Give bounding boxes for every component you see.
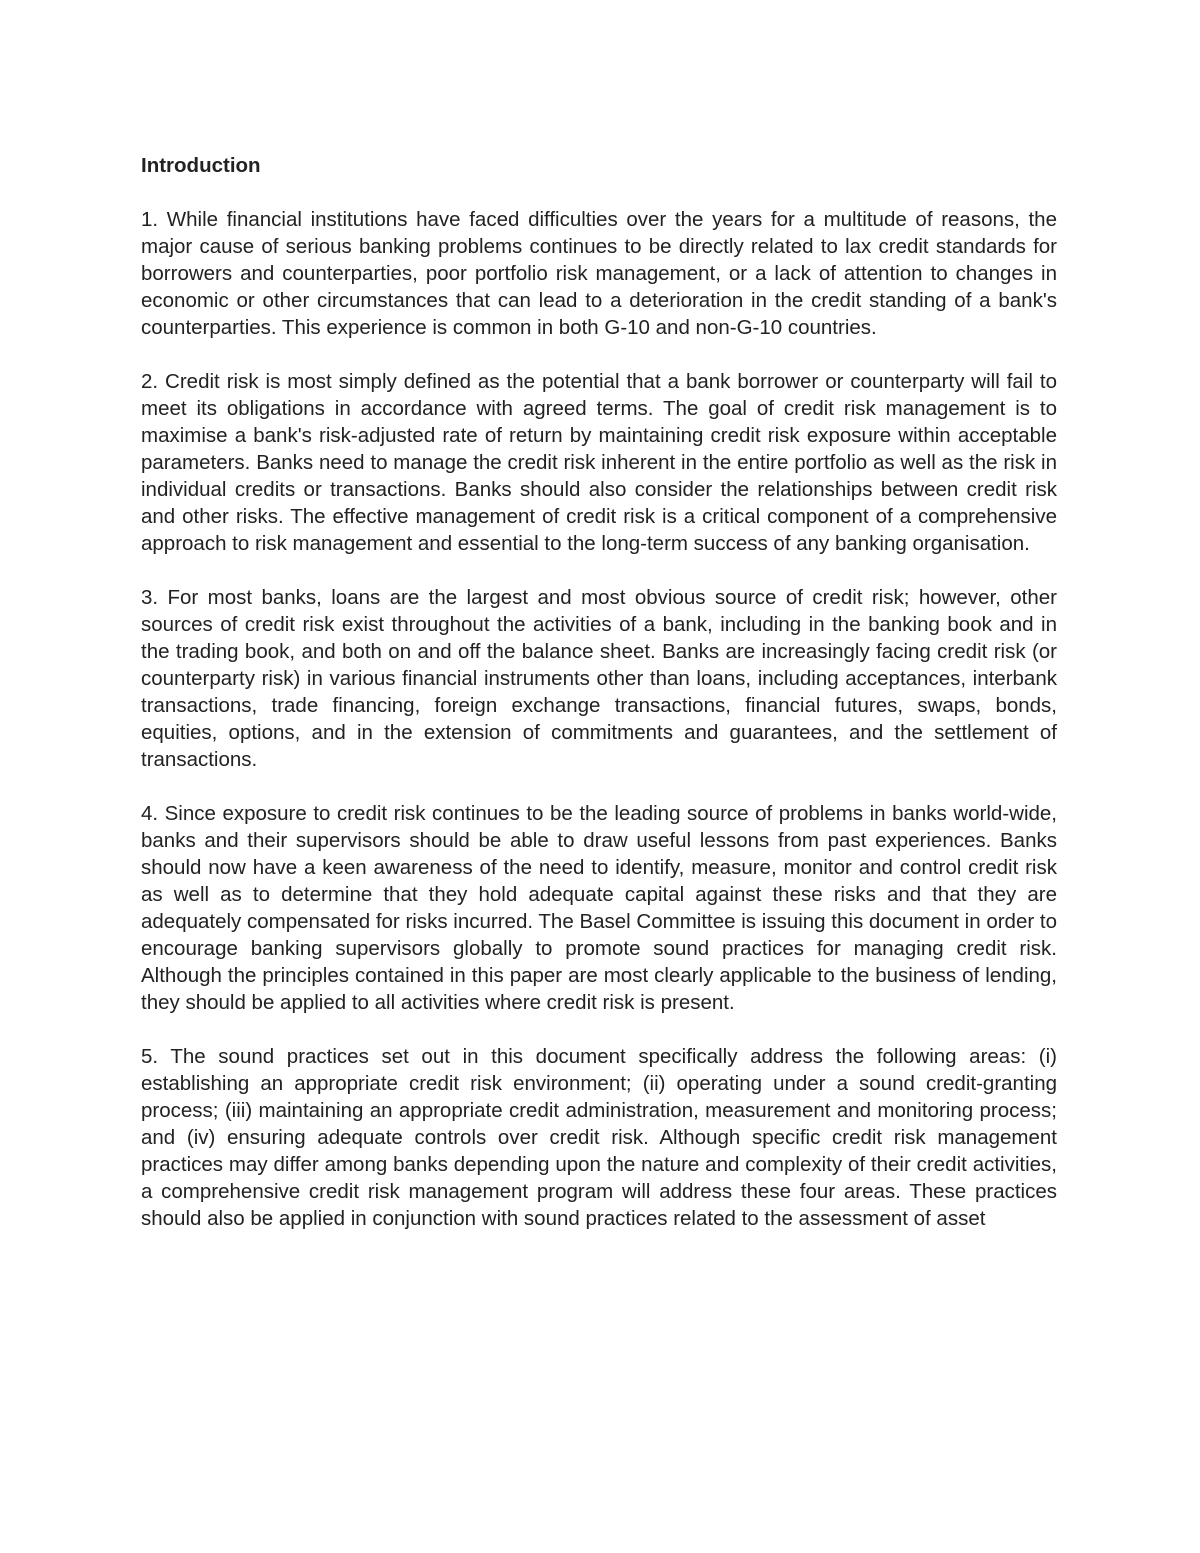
paragraph-4: 4. Since exposure to credit risk continues to be the leading source of problems in banks world-wide, banks and their supervisors should be able to draw useful lessons from past experiences. Banks should now have a keen awareness of the need to identify, measure, monitor and control credit risk as well as to determine that they hold adequate capital against these risks and that they are adequately compensated for risks incurred. The Basel Committee is issuing this document in order to encourage banking supervisors globally to promote sound practices for managing credit risk. Although the principles contained in this paper are most clearly applicable to the business of lending, they should be applied to all activities where credit risk is present. bbox=[141, 802, 1057, 1014]
paragraph-2: 2. Credit risk is most simply defined as the potential that a bank borrower or counterparty will fail to meet its obligations in accordance with agreed terms. The goal of credit risk management is to maximise a bank's risk-adjusted rate of return by maintaining credit risk exposure within acceptable parameters. Banks need to manage the credit risk inherent in the entire portfolio as well as the risk in individual credits or transactions. Banks should also consider the relationships between credit risk and other risks. The effective management of credit risk is a critical component of a comprehensive approach to risk management and essential to the long-term success of any banking organisation. bbox=[141, 370, 1057, 555]
paragraph-3: 3. For most banks, loans are the largest and most obvious source of credit risk; however, other sources of credit risk exist throughout the activities of a bank, including in the banking book and in the trading book, and both on and off the balance sheet. Banks are increasingly facing credit risk (or counterparty risk) in various financial instruments other than loans, including acceptances, interbank transactions, trade financing, foreign exchange transactions, financial futures, swaps, bonds, equities, options, and in the extension of commitments and guarantees, and the settlement of transactions. bbox=[141, 586, 1057, 771]
paragraph-1: 1. While financial institutions have faced difficulties over the years for a multitude of reasons, the major cause of serious banking problems continues to be directly related to lax credit standards for borrowers and counterparties, poor portfolio risk management, or a lack of attention to changes in economic or other circumstances that can lead to a deterioration in the credit standing of a bank's counterparties. This experience is common in both G-10 and non-G-10 countries. bbox=[141, 208, 1057, 339]
document-body bbox=[141, 152, 1057, 1232]
paragraph-5: 5. The sound practices set out in this document specifically address the following areas: (i) establishing an appropriate credit risk environment; (ii) operating under a sound credit-granting process; (iii) maintaining an appropriate credit administration, measurement and monitoring process; and (iv) ensuring adequate controls over credit risk. Although specific credit risk management practices may differ among banks depending upon the nature and complexity of their credit activities, a comprehensive credit risk management program will address these four areas. These practices should also be applied in conjunction with sound practices related to the assessment of asset bbox=[141, 1045, 1057, 1230]
section-heading: Introduction bbox=[141, 154, 261, 177]
